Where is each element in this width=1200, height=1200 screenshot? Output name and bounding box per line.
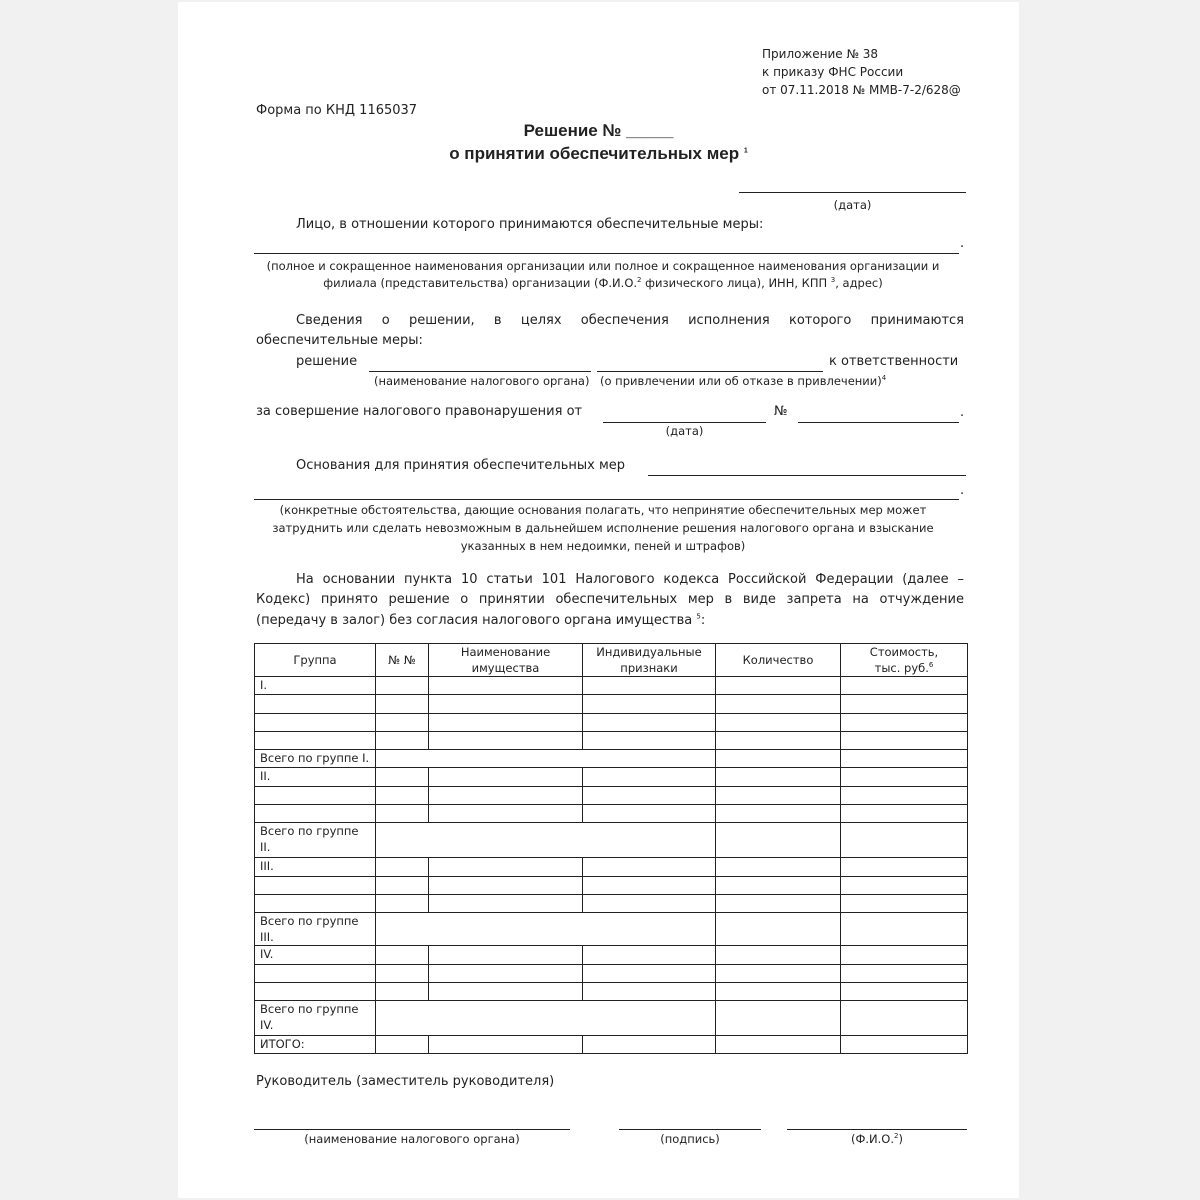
offense-date-caption: (дата)	[665, 424, 704, 438]
group-total-label: Всего по группе II.	[255, 823, 376, 858]
group-label: II.	[255, 768, 376, 786]
basis-line-1: На основании пункта 10 статьи 101 Налогового кодекса Российской Федерации (далее –	[296, 572, 964, 587]
appendix-line-2: к приказу ФНС России	[762, 65, 904, 79]
involvement-field-line[interactable]	[597, 371, 823, 372]
person-caption-2: филиала (представительства) организации (Ф.И.О.$^2$ физического лица), ИНН, КПП $^3$, адрес)	[323, 276, 883, 290]
grounds-period: .	[960, 483, 965, 498]
table-row	[255, 964, 968, 982]
table-row	[255, 876, 968, 894]
appendix-line-1: Приложение № 38	[762, 47, 879, 61]
table-row	[255, 858, 968, 876]
col-header-cost: Стоимость, тыс. руб.$^6$	[841, 644, 968, 677]
date-field-line[interactable]	[739, 192, 966, 193]
organ-field-line[interactable]	[369, 371, 591, 372]
grand-total-row	[255, 1036, 968, 1054]
col-header-name: Наименование имущества	[429, 644, 583, 677]
decision-word: решение	[296, 354, 358, 369]
involvement-caption: (о привлечении или об отказе в привлечении)$^4$	[600, 374, 887, 388]
appendix-line-3: от 07.11.2018 № ММВ-7-2/628@	[762, 83, 961, 97]
group-label: III.	[255, 858, 376, 876]
person-caption-1: (полное и сокращенное наименования организации или полное и сокращенное наименования организации и	[266, 259, 940, 273]
person-period: .	[960, 236, 965, 251]
group-total-label: Всего по группе I.	[255, 750, 376, 768]
signature-organ-line[interactable]	[254, 1129, 570, 1130]
grounds-caption-2: затруднить или сделать невозможным в дальнейшем исполнение решения налогового органа и взыскание	[272, 521, 934, 535]
table-row	[255, 805, 968, 823]
grounds-field-line-2[interactable]	[254, 499, 959, 500]
date-caption: (дата)	[833, 198, 872, 212]
offense-period: .	[960, 405, 965, 420]
form-code: Форма по КНД 1165037	[256, 103, 418, 118]
number-sign: №	[774, 404, 788, 419]
table-row	[255, 731, 968, 749]
group-total-row	[255, 1001, 968, 1036]
head-label: Руководитель (заместитель руководителя)	[256, 1074, 555, 1089]
group-total-label: Всего по группе IV.	[255, 1001, 376, 1036]
grounds-caption-3: указанных в нем недоимки, пеней и штрафов)	[460, 539, 746, 553]
table-row	[255, 713, 968, 731]
signature-line[interactable]	[619, 1129, 761, 1130]
group-label: IV.	[255, 946, 376, 964]
col-header-group: Группа	[255, 644, 376, 677]
basis-line-3: (передачу в залог) без согласия налогового органа имущества $^5$:	[256, 612, 706, 628]
signature-fio-caption: (Ф.И.О.$^2$)	[851, 1132, 903, 1146]
table-header-row	[255, 644, 968, 677]
group-total-row	[255, 913, 968, 946]
signature-organ-caption: (наименование налогового органа)	[304, 1132, 520, 1146]
document-title: Решение № _____	[523, 121, 674, 140]
table-row	[255, 982, 968, 1000]
table-row	[255, 786, 968, 804]
organ-caption: (наименование налогового органа)	[374, 374, 590, 388]
decision-info-line-2: обеспечительные меры:	[256, 333, 423, 348]
offense-date-line[interactable]	[603, 422, 766, 423]
group-total-row	[255, 750, 968, 768]
grand-total-label: ИТОГО:	[255, 1036, 376, 1054]
table-row	[255, 894, 968, 912]
offense-label: за совершение налогового правонарушения от	[256, 404, 583, 419]
document-page	[178, 2, 1019, 1198]
document-subtitle: о принятии обеспечительных мер $^1$	[449, 144, 748, 163]
table-row	[255, 768, 968, 786]
group-label: I.	[255, 677, 376, 695]
decision-info-line-1: Сведения о решении, в целях обеспечения исполнения которого принимаются	[296, 313, 964, 328]
signature-fio-line[interactable]	[787, 1129, 967, 1130]
offense-number-line[interactable]	[798, 422, 959, 423]
group-total-row	[255, 823, 968, 858]
table-row	[255, 946, 968, 964]
footnote-mark: 1	[743, 147, 748, 155]
grounds-field-line-1[interactable]	[648, 475, 966, 476]
group-total-label: Всего по группе III.	[255, 913, 376, 946]
col-header-quantity: Количество	[716, 644, 841, 677]
signature-caption: (подпись)	[660, 1132, 720, 1146]
person-label: Лицо, в отношении которого принимаются обеспечительные меры:	[296, 217, 764, 232]
property-table	[254, 643, 968, 1054]
col-header-features: Индивидуальные признаки	[583, 644, 716, 677]
table-row	[255, 677, 968, 695]
basis-line-2: Кодекс) принято решение о принятии обеспечительных мер в виде запрета на отчуждение	[256, 592, 964, 607]
grounds-caption-1: (конкретные обстоятельства, дающие основания полагать, что непринятие обеспечительных мер может	[279, 503, 927, 517]
grounds-label: Основания для принятия обеспечительных мер	[296, 458, 626, 473]
responsibility-label: к ответственности	[829, 354, 959, 369]
table-row	[255, 695, 968, 713]
col-header-number: № №	[376, 644, 429, 677]
person-field-line[interactable]	[254, 253, 959, 254]
